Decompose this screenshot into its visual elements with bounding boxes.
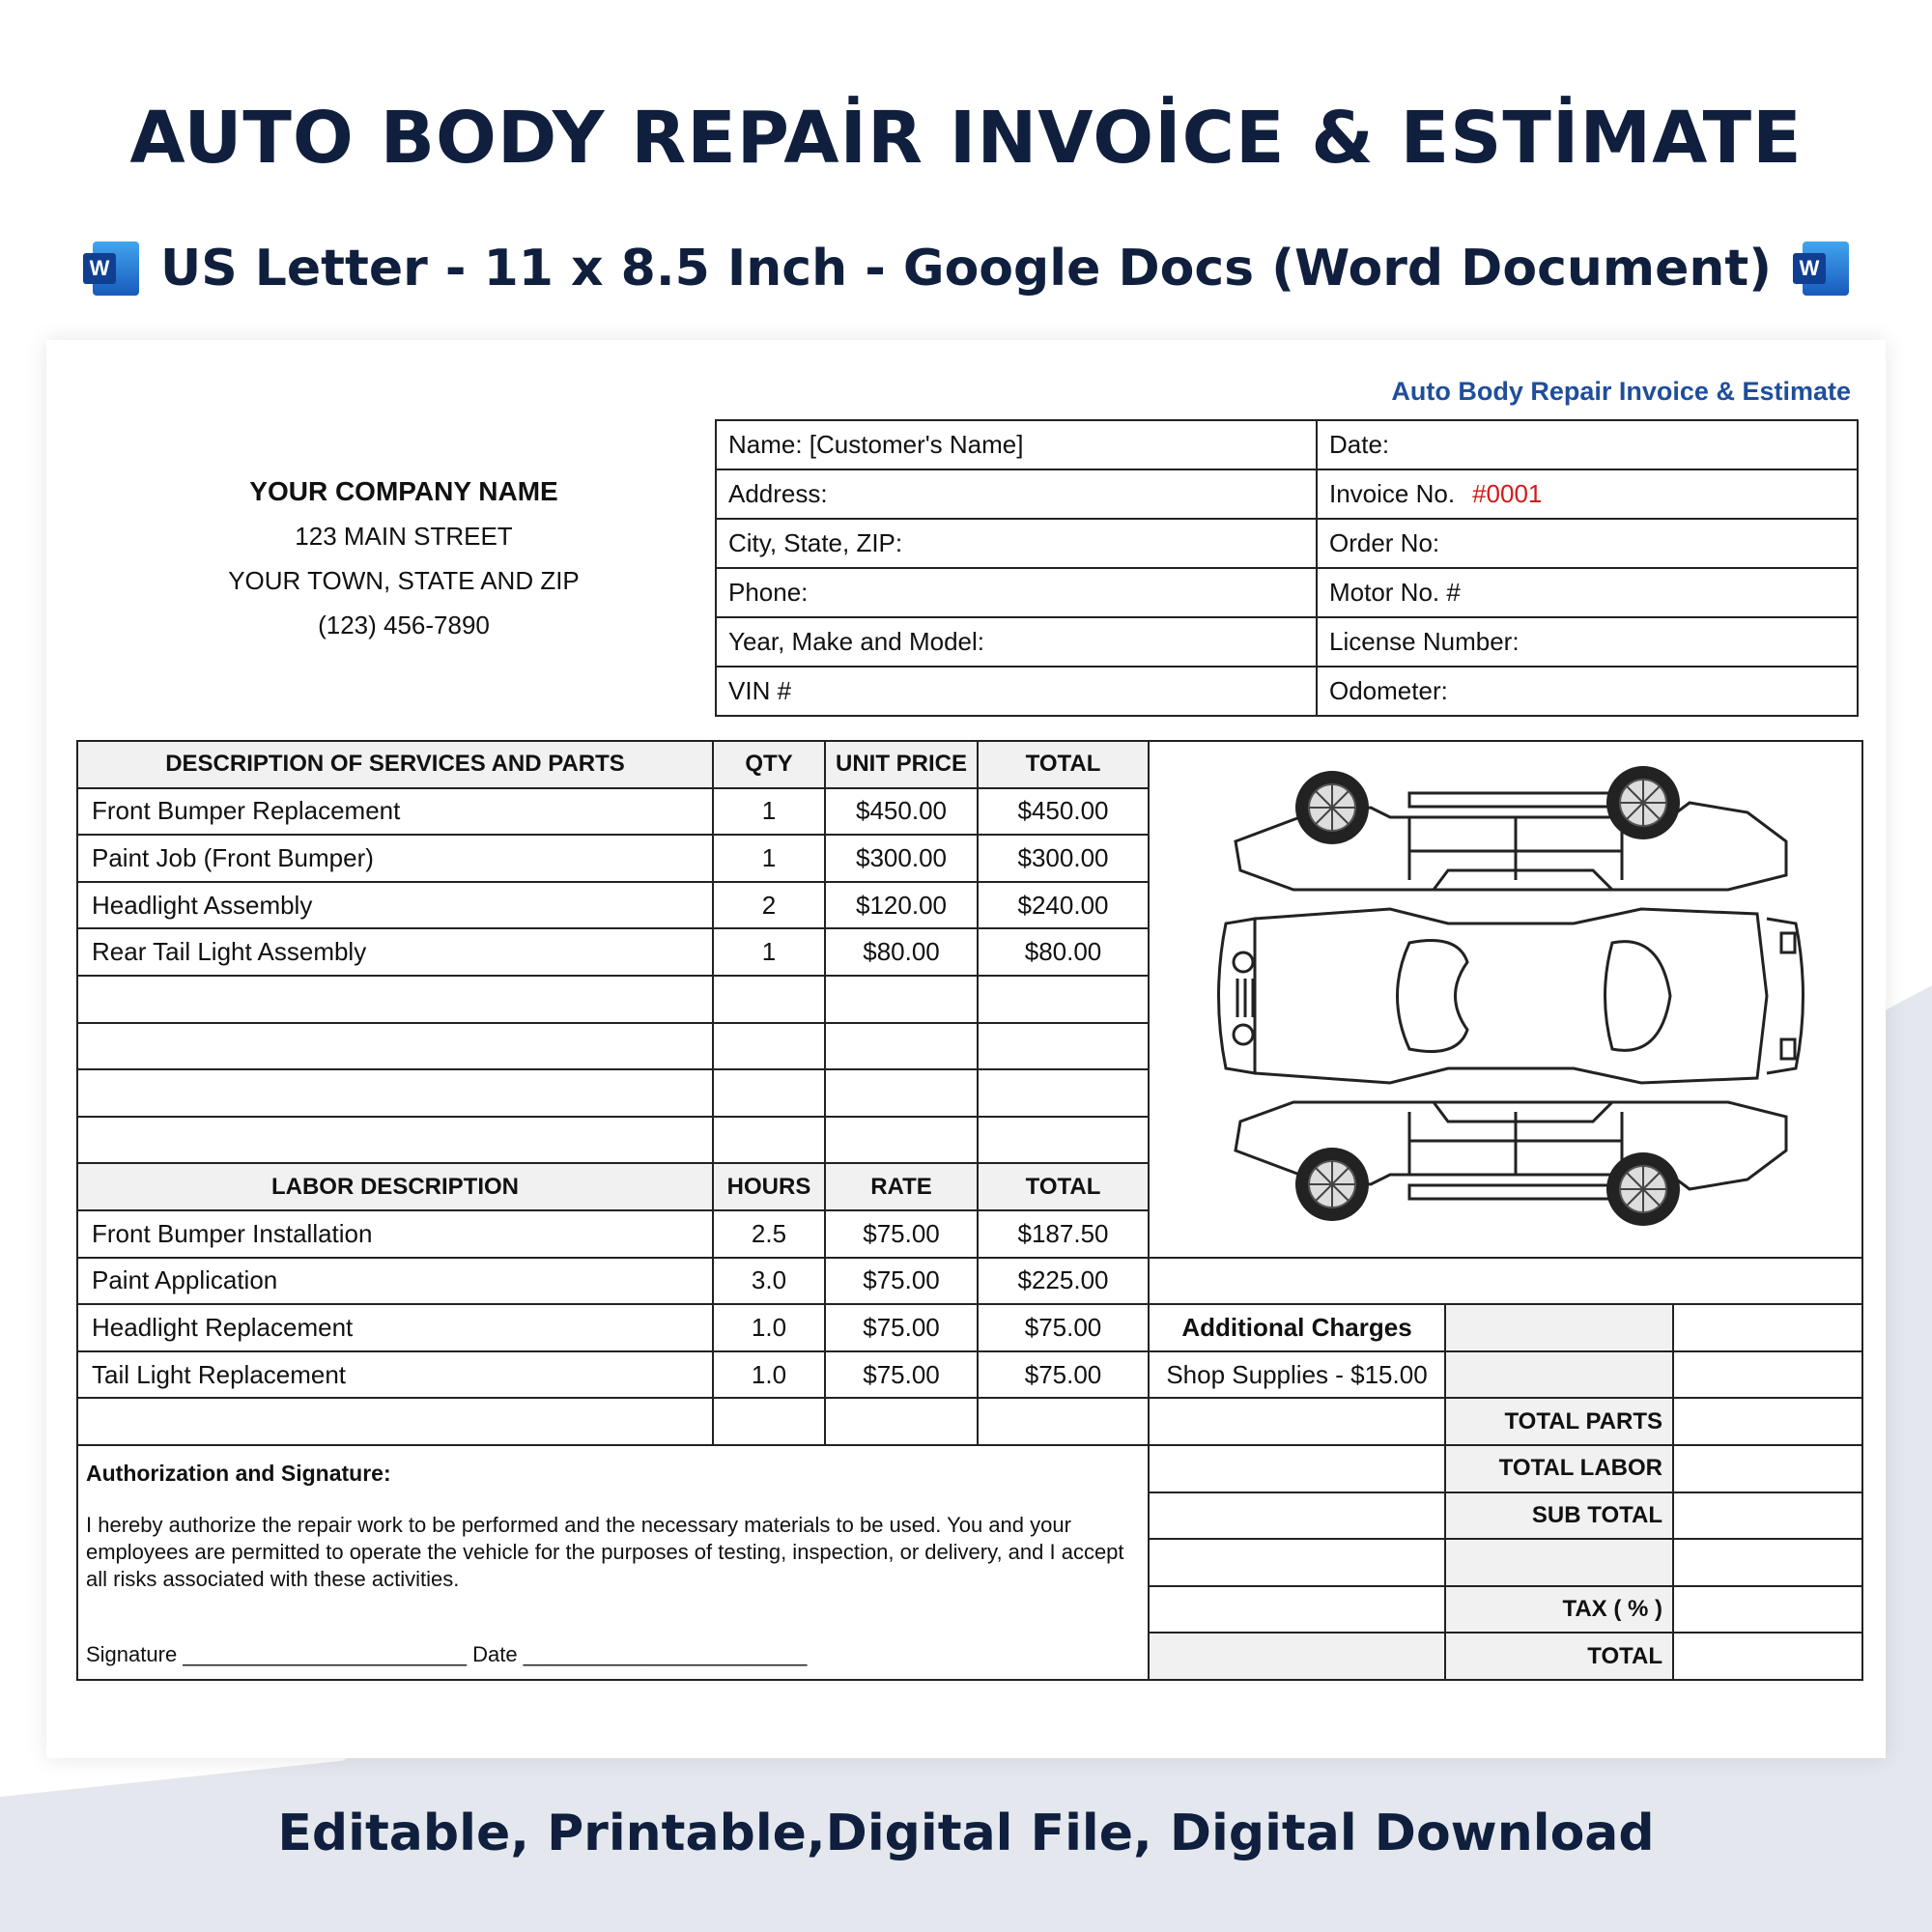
customer-row	[716, 469, 1858, 519]
empty-cell[interactable]	[825, 1023, 978, 1070]
empty-cell[interactable]	[77, 1117, 713, 1164]
labor-description-cell[interactable]: Headlight Replacement	[77, 1304, 713, 1351]
parts-description-cell[interactable]: Front Bumper Replacement	[77, 788, 713, 836]
field-license-number[interactable]: License Number:	[1317, 617, 1858, 667]
customer-row	[716, 617, 1858, 667]
parts-header-qty: QTY	[713, 741, 825, 788]
company-town: YOUR TOWN, STATE AND ZIP	[228, 566, 580, 595]
labor-total-cell[interactable]: $225.00	[978, 1258, 1149, 1305]
signature-blank[interactable]: ________________________	[183, 1641, 467, 1666]
total-parts-value[interactable]	[1673, 1398, 1862, 1445]
shop-supplies-item[interactable]: Shop Supplies - $15.00	[1149, 1351, 1445, 1399]
parts-unit-price-cell[interactable]: $120.00	[825, 882, 978, 929]
parts-total-cell[interactable]: $80.00	[978, 928, 1149, 976]
additional-charges-amount-cell[interactable]	[1673, 1304, 1862, 1351]
field-city-state-zip[interactable]: City, State, ZIP:	[716, 519, 1317, 568]
empty-cell[interactable]	[825, 1117, 978, 1164]
authorization-title: Authorization and Signature:	[86, 1460, 391, 1486]
date-blank[interactable]: ________________________	[523, 1641, 808, 1666]
page-title: AUTO BODY REPAİR INVOİCE & ESTİMATE	[129, 97, 1803, 180]
field-vin[interactable]: VIN #	[716, 667, 1317, 716]
empty-cell[interactable]	[978, 1023, 1149, 1070]
field-invoice-no[interactable]	[1317, 469, 1858, 519]
car-diagram-cell	[1149, 741, 1862, 1258]
parts-total-cell[interactable]: $240.00	[978, 882, 1149, 929]
labor-header-rate: RATE	[825, 1163, 978, 1210]
page-subtitle	[0, 240, 1932, 298]
empty-value-cell[interactable]	[1673, 1539, 1862, 1586]
empty-cell[interactable]	[77, 976, 713, 1023]
field-name[interactable]: Name: [Customer's Name]	[716, 420, 1317, 469]
date-label: Date	[472, 1641, 518, 1666]
company-phone: (123) 456-7890	[318, 611, 490, 639]
empty-cell[interactable]	[978, 1117, 1149, 1164]
total-labor-label: TOTAL LABOR	[1445, 1445, 1673, 1492]
document-label: Auto Body Repair Invoice & Estimate	[1391, 377, 1851, 406]
parts-unit-price-cell[interactable]: $450.00	[825, 788, 978, 836]
labor-hours-cell[interactable]: 1.0	[713, 1304, 825, 1351]
company-name: YOUR COMPANY NAME	[249, 476, 558, 506]
company-street: 123 MAIN STREET	[295, 522, 513, 551]
empty-cell	[1149, 1586, 1445, 1634]
field-year-make-model[interactable]: Year, Make and Model:	[716, 617, 1317, 667]
services-table	[76, 740, 1863, 1681]
customer-row	[716, 667, 1858, 716]
labor-rate-cell[interactable]: $75.00	[825, 1210, 978, 1258]
parts-qty-cell[interactable]: 1	[713, 928, 825, 976]
labor-row	[77, 1258, 1862, 1305]
footer-tagline: Editable, Printable,Digital File, Digital Download	[277, 1804, 1655, 1862]
car-damage-diagram[interactable]	[1168, 754, 1844, 1237]
authorization-block	[77, 1445, 1149, 1680]
empty-cell[interactable]	[825, 1398, 978, 1445]
parts-total-cell[interactable]: $300.00	[978, 835, 1149, 882]
empty-cell	[1149, 1398, 1445, 1445]
parts-unit-price-cell[interactable]: $80.00	[825, 928, 978, 976]
labor-hours-cell[interactable]: 1.0	[713, 1351, 825, 1399]
signature-label: Signature	[86, 1641, 178, 1666]
parts-qty-cell[interactable]: 1	[713, 835, 825, 882]
total-labor-value[interactable]	[1673, 1445, 1862, 1492]
word-document-icon: W	[1793, 242, 1849, 296]
labor-hours-cell[interactable]: 3.0	[713, 1258, 825, 1305]
field-odometer[interactable]: Odometer:	[1317, 667, 1858, 716]
empty-cell[interactable]	[77, 1023, 713, 1070]
empty-cell[interactable]	[713, 1117, 825, 1164]
labor-rate-cell[interactable]: $75.00	[825, 1304, 978, 1351]
labor-description-cell[interactable]: Paint Application	[77, 1258, 713, 1305]
grand-total-value[interactable]	[1673, 1633, 1862, 1680]
empty-cell	[1149, 1445, 1445, 1492]
invoice-no-label: Invoice No.	[1329, 479, 1456, 508]
customer-row	[716, 420, 1858, 469]
field-motor-no[interactable]: Motor No. #	[1317, 568, 1858, 617]
empty-cell[interactable]	[978, 1398, 1149, 1445]
labor-description-cell[interactable]: Front Bumper Installation	[77, 1210, 713, 1258]
empty-cell[interactable]	[713, 1398, 825, 1445]
labor-row	[77, 1304, 1862, 1351]
labor-header-hours: HOURS	[713, 1163, 825, 1210]
parts-total-cell[interactable]: $450.00	[978, 788, 1149, 836]
labor-rate-cell[interactable]: $75.00	[825, 1351, 978, 1399]
additional-charges-title: Additional Charges	[1149, 1304, 1445, 1351]
parts-header-unit-price: UNIT PRICE	[825, 741, 978, 788]
customer-row	[716, 568, 1858, 617]
labor-row	[77, 1351, 1862, 1399]
word-document-icon: W	[83, 242, 139, 296]
labor-total-cell[interactable]: $75.00	[978, 1351, 1149, 1399]
empty-cell	[1149, 1492, 1445, 1540]
labor-row-empty	[77, 1398, 1862, 1445]
empty-cell	[1149, 1539, 1445, 1586]
parts-description-cell[interactable]: Paint Job (Front Bumper)	[77, 835, 713, 882]
total-parts-label: TOTAL PARTS	[1445, 1398, 1673, 1445]
empty-shaded-cell	[1445, 1539, 1673, 1586]
blank-spacer-cell	[1149, 1258, 1862, 1305]
sub-total-label: SUB TOTAL	[1445, 1492, 1673, 1540]
empty-cell[interactable]	[77, 1398, 713, 1445]
customer-row	[716, 519, 1858, 568]
empty-cell[interactable]	[713, 976, 825, 1023]
additional-charges-amount-cell[interactable]	[1673, 1351, 1862, 1399]
empty-cell[interactable]	[978, 1069, 1149, 1117]
parts-description-cell[interactable]: Headlight Assembly	[77, 882, 713, 929]
empty-shaded-cell	[1149, 1633, 1445, 1680]
additional-charges-shaded-cell	[1445, 1304, 1673, 1351]
sub-total-value[interactable]	[1673, 1492, 1862, 1540]
additional-charges-shaded-cell	[1445, 1351, 1673, 1399]
field-date[interactable]: Date:	[1317, 420, 1858, 469]
signature-line[interactable]	[86, 1641, 1140, 1668]
parts-unit-price-cell[interactable]: $300.00	[825, 835, 978, 882]
company-block	[104, 469, 703, 647]
tax-value[interactable]	[1673, 1586, 1862, 1634]
empty-cell[interactable]	[713, 1069, 825, 1117]
subtitle-text: US Letter - 11 x 8.5 Inch - Google Docs (Word Document)	[159, 240, 1773, 298]
grand-total-label: TOTAL	[1445, 1633, 1673, 1680]
parts-header-total: TOTAL	[978, 741, 1149, 788]
parts-header-description: DESCRIPTION OF SERVICES AND PARTS	[77, 741, 713, 788]
labor-description-cell[interactable]: Tail Light Replacement	[77, 1351, 713, 1399]
empty-cell[interactable]	[825, 1069, 978, 1117]
parts-description-cell[interactable]: Rear Tail Light Assembly	[77, 928, 713, 976]
empty-cell[interactable]	[77, 1069, 713, 1117]
labor-header-description: LABOR DESCRIPTION	[77, 1163, 713, 1210]
empty-cell[interactable]	[825, 976, 978, 1023]
authorization-text: I hereby authorize the repair work to be performed and the necessary materials to be used. You and your employees are permitted to operate the vehicle for the purposes of testing, inspection, or delivery, and I accept all risks associated with these activities.	[86, 1512, 1124, 1591]
empty-cell[interactable]	[978, 976, 1149, 1023]
parts-header-row	[77, 741, 1862, 788]
labor-total-cell[interactable]: $187.50	[978, 1210, 1149, 1258]
field-phone[interactable]: Phone:	[716, 568, 1317, 617]
summary-row	[77, 1445, 1862, 1492]
field-address[interactable]: Address:	[716, 469, 1317, 519]
labor-rate-cell[interactable]: $75.00	[825, 1258, 978, 1305]
labor-hours-cell[interactable]: 2.5	[713, 1210, 825, 1258]
labor-header-total: TOTAL	[978, 1163, 1149, 1210]
field-order-no[interactable]: Order No:	[1317, 519, 1858, 568]
invoice-sheet	[46, 340, 1886, 1758]
labor-total-cell[interactable]: $75.00	[978, 1304, 1149, 1351]
parts-qty-cell[interactable]: 1	[713, 788, 825, 836]
customer-info-table	[715, 419, 1859, 717]
invoice-number: #0001	[1472, 479, 1543, 508]
tax-label: TAX ( % )	[1445, 1586, 1673, 1634]
parts-qty-cell[interactable]: 2	[713, 882, 825, 929]
empty-cell[interactable]	[713, 1023, 825, 1070]
